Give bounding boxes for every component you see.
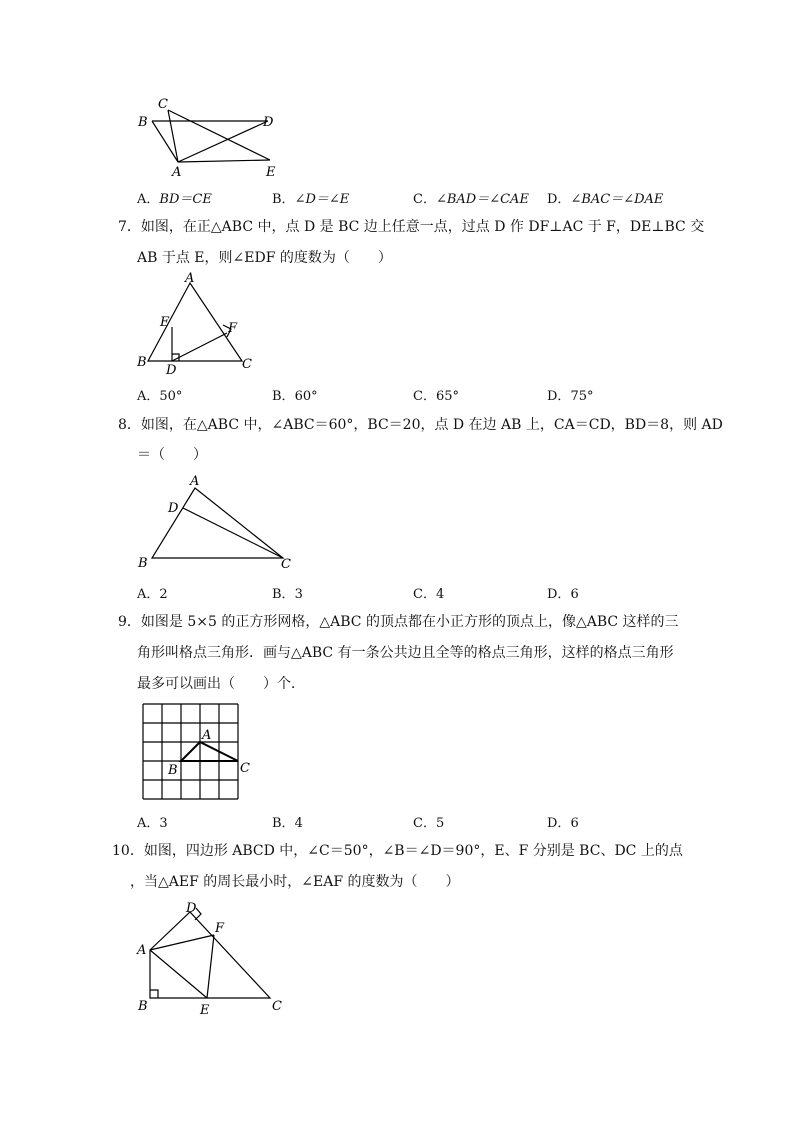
q10-label-d: D [186,901,197,916]
q7-option-c[interactable]: C．65° [413,389,459,404]
q9-label-a: A [202,728,212,743]
q10-figure [130,898,295,1018]
q10-label-e: E [200,1003,210,1018]
q9-text-line-1: 9．如图是 5×5 的正方形网格，△ABC 的顶点都在小正方形的顶点上，像△ABC 这样的三 [118,614,679,630]
q6-option-c[interactable]: C．∠BAD＝∠CAE [413,192,529,207]
q10-label-b: B [138,999,148,1014]
q6-label-a: A [172,165,182,180]
q7-figure [130,270,260,380]
q7-option-b[interactable]: B．60° [272,389,318,404]
q8-text-line-1: 8．如图，在△ABC 中，∠ABC＝60°，BC＝20，点 D 在边 AB 上，CA＝CD，BD＝8，则 AD [118,417,723,433]
q9-grid-figure [138,700,258,805]
q6-option-b[interactable]: B．∠D＝∠E [272,192,350,207]
q8-option-d[interactable]: D．6 [547,587,579,602]
q9-text-line-2: 角形叫格点三角形．画与△ABC 有一条公共边且全等的格点三角形，这样的格点三角形 [137,645,674,661]
q7-label-a: A [185,271,195,286]
q8-option-a[interactable]: A．2 [137,587,168,602]
q10-text-line-1: 10．如图，四边形 ABCD 中，∠C＝50°，∠B＝∠D＝90°，E、F 分别是 BC、DC 上的点 [112,843,683,859]
q8-label-b: B [138,556,148,571]
q7-option-a[interactable]: A．50° [137,389,183,404]
q7-option-d[interactable]: D．75° [547,389,594,404]
q6-label-b: B [138,115,148,130]
q10-label-a: A [137,943,147,958]
q8-text-line-2: ＝（ ） [137,447,207,463]
q6-option-d[interactable]: D．∠BAC＝∠DAE [547,192,664,207]
q8-label-c: C [281,557,291,572]
q8-option-c[interactable]: C．4 [413,587,445,602]
q9-triangle-abc [181,742,238,761]
q6-label-d: D [263,115,274,130]
q9-option-c[interactable]: C．5 [413,816,445,831]
q7-label-d: D [166,363,177,378]
q8-label-d: D [168,501,179,516]
q6-label-e: E [266,165,276,180]
q9-option-d[interactable]: D．6 [547,816,579,831]
q9-option-a[interactable]: A．3 [137,816,168,831]
q7-text-line-2: AB 于点 E，则∠EDF 的度数为（ ） [137,250,392,266]
q8-figure [135,470,300,575]
q10-text-line-2: ，当△AEF 的周长最小时，∠EAF 的度数为（ ） [130,874,460,890]
q8-label-a: A [190,474,200,489]
q7-label-f: F [228,321,238,336]
q9-text-line-3: 最多可以画出（ ）个． [137,676,305,692]
q9-option-b[interactable]: B．4 [272,816,303,831]
q6-figure [130,92,290,187]
q7-label-e: E [160,315,170,330]
q7-text-line-1: 7．如图，在正△ABC 中，点 D 是 BC 边上任意一点，过点 D 作 DF⊥AC 于 F，DE⊥BC 交 [118,219,705,235]
q8-option-b[interactable]: B．3 [272,587,303,602]
q6-label-c: C [158,97,168,112]
q7-label-c: C [242,357,252,372]
q9-label-c: C [240,761,250,776]
q9-label-b: B [168,763,178,778]
q7-label-b: B [137,355,147,370]
q6-option-a[interactable]: A．BD＝CE [137,192,212,207]
q10-label-f: F [215,921,225,936]
q10-label-c: C [272,999,282,1014]
